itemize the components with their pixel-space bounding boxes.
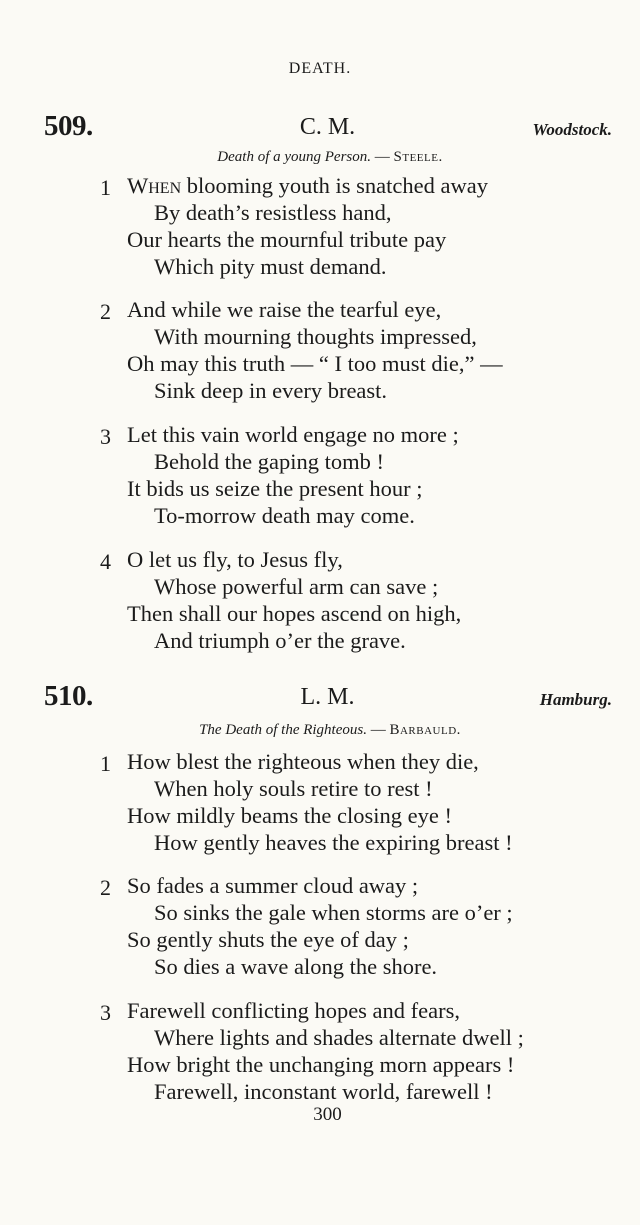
verse-number: 2	[100, 875, 111, 900]
hymn-510-subtitle	[0, 722, 640, 739]
verse-line: How blest the righteous when they die,	[127, 749, 479, 774]
verse-line: So dies a wave along the shore.	[154, 954, 438, 979]
verse-number: 1	[100, 175, 111, 200]
verse-number: 3	[100, 424, 111, 449]
verse-line: Our hearts the mournful tribute pay	[127, 227, 447, 252]
hymn-title: The Death of the Righteous.	[199, 722, 367, 738]
hymn-509-subtitle	[0, 149, 640, 166]
verse-number: 3	[100, 1000, 111, 1025]
verse-line: With mourning thoughts impressed,	[154, 324, 477, 349]
hymn-meter: L. M.	[300, 684, 355, 710]
verse-line: Which pity must demand.	[154, 254, 387, 279]
verse-line: So fades a summer cloud away ;	[127, 873, 419, 898]
hymn-meter: C. M.	[299, 114, 356, 140]
verse-line: By death’s resistless hand,	[154, 200, 392, 225]
hymn-author: Barbauld.	[389, 722, 461, 738]
verse-line: Whose powerful arm can save ;	[154, 574, 439, 599]
hymn-tune: Hamburg.	[539, 690, 612, 709]
verse-number: 4	[100, 549, 111, 574]
verse-line: To-morrow death may come.	[154, 503, 415, 528]
first-word: When	[127, 173, 182, 198]
verse-line: And triumph o’er the grave.	[154, 628, 406, 653]
verse-line: Behold the gaping tomb !	[154, 449, 384, 474]
verse-line: How gently heaves the expiring breast !	[154, 830, 513, 855]
verse-line: Farewell, inconstant world, farewell !	[154, 1079, 493, 1104]
verse-line: Where lights and shades alternate dwell ;	[154, 1025, 524, 1050]
hymn-509-header	[0, 110, 640, 146]
verse-line: It bids us seize the present hour ;	[127, 476, 423, 501]
verse-line: And while we raise the tearful eye,	[127, 297, 442, 322]
hymn-number: 510.	[44, 680, 93, 712]
hymn-title: Death of a young Person.	[217, 149, 372, 165]
hymn-510-header	[0, 680, 640, 716]
verse-line: So gently shuts the eye of day ;	[127, 927, 409, 952]
verse-line: How bright the unchanging morn appears !	[127, 1052, 515, 1077]
verse-line	[127, 173, 488, 199]
verse-line: How mildly beams the closing eye !	[127, 803, 452, 828]
hymn-tune: Woodstock.	[532, 120, 612, 139]
verse-line: Then shall our hopes ascend on high,	[127, 601, 462, 626]
page-number: 300	[313, 1104, 342, 1125]
verse-line: Let this vain world engage no more ;	[127, 422, 459, 447]
hymn-author: Steele.	[393, 149, 443, 165]
verse-line: O let us fly, to Jesus fly,	[127, 547, 343, 572]
running-head: DEATH.	[288, 60, 352, 77]
verse-line: Farewell conflicting hopes and fears,	[127, 998, 461, 1023]
verse-line: So sinks the gale when storms are o’er ;	[154, 900, 513, 925]
line-text: blooming youth is snatched away	[181, 173, 488, 198]
verse-line: Sink deep in every breast.	[154, 378, 388, 403]
verse-line: Oh may this truth — “ I too must die,” —	[127, 351, 503, 376]
hymn-number: 509.	[44, 110, 93, 142]
verse-number: 1	[100, 751, 111, 776]
title-dash: —	[366, 722, 390, 738]
verse-line: When holy souls retire to rest !	[154, 776, 433, 801]
title-dash: —	[371, 149, 394, 165]
verse-number: 2	[100, 299, 111, 324]
